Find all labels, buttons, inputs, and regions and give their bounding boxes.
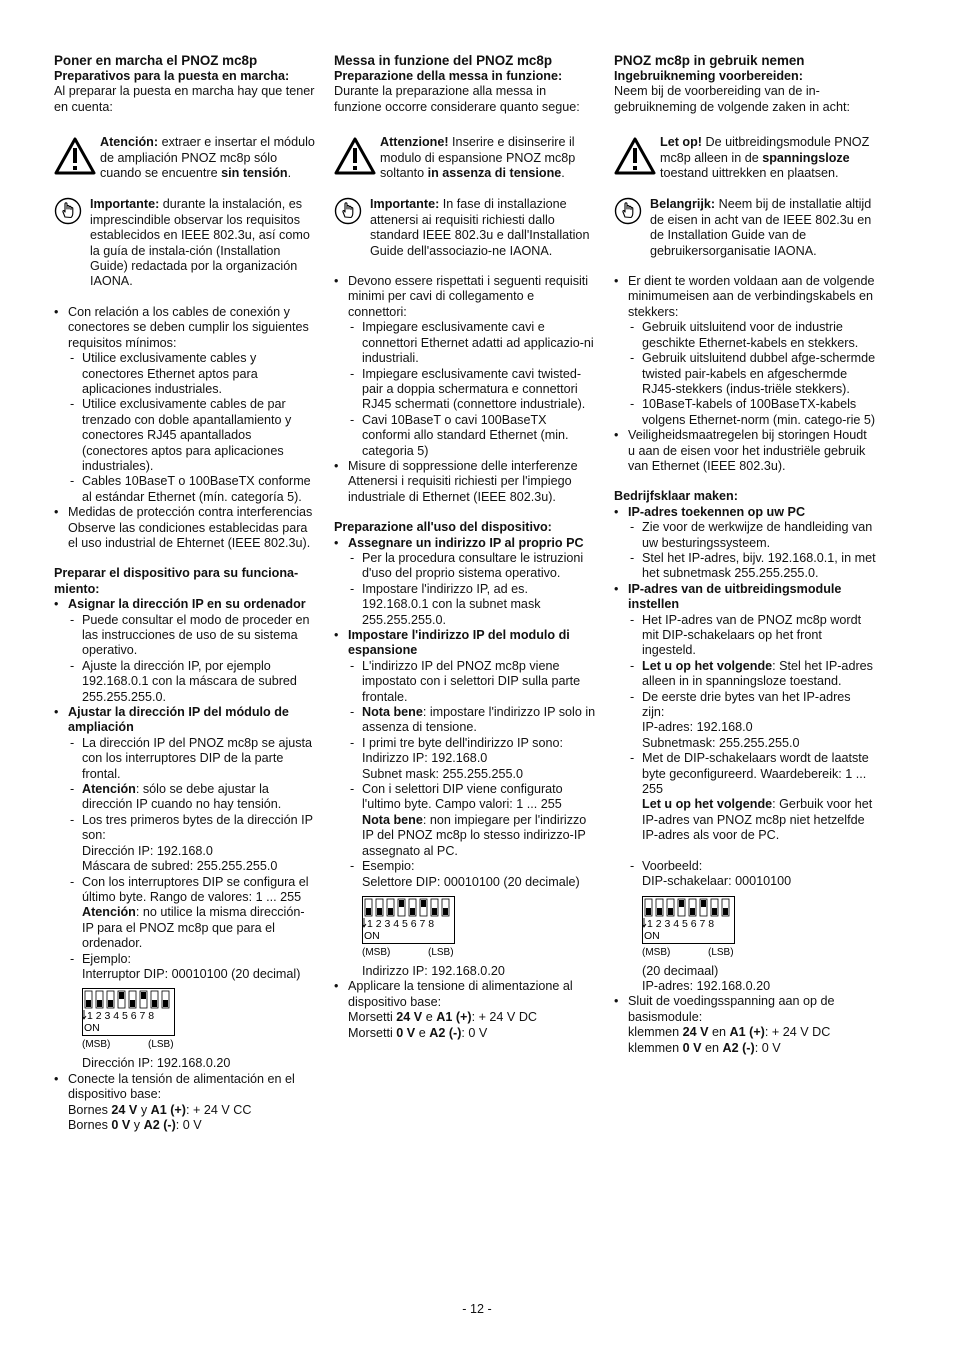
sub-list-item: - Utilice exclusivamente cables y conectores Ethernet aptos para aplicaciones industriales.	[68, 351, 316, 397]
warning-label: Atención:	[100, 135, 159, 150]
dip-switch-knob	[388, 908, 393, 915]
dip-switch-knob	[657, 908, 662, 915]
prep-intro: Al preparar la puesta en marcha hay que tener en cuenta:	[54, 84, 315, 114]
mask-value: Máscara de subred: 255.255.255.0	[82, 859, 278, 874]
dip-switch-svg	[642, 896, 738, 958]
example-ip: Dirección IP: 192.168.0.20	[82, 1056, 231, 1071]
sub-item-text: I primi tre byte dell'indirizzo IP sono:	[362, 735, 563, 750]
sub-list	[348, 659, 596, 980]
list-item-text: Conecte la tensión de alimentación en el dispositivo base:	[68, 1071, 295, 1102]
note-text: : no utilice la misma dirección-IP para el PNOZ mc8p que para el ordenador.	[82, 905, 305, 951]
note-text: : Gerbuik voor het IP-adres van PNOZ mc8p niet hetzelfde IP-adres als voor de PC.	[642, 797, 873, 843]
sub-list-item: - L'indirizzo IP del PNOZ mc8p viene impostato con i selettori DIP sulla parte frontale.	[348, 659, 596, 705]
example-ip: IP-adres: 192.168.0.20	[642, 978, 771, 993]
warning-text	[100, 135, 316, 181]
dip-switch-knob	[668, 908, 673, 915]
sub-item-text: Con los interruptores DIP se configura el último byte. Rango de valores: 1 ... 255	[82, 874, 309, 904]
terminal-text: Morsetti	[348, 1025, 397, 1040]
sub-list-item	[68, 875, 316, 952]
terminal-label: A1 (+)	[150, 1102, 186, 1117]
dip-switch-on-label: ON	[364, 929, 380, 942]
terminal-value: : + 24 V CC	[185, 1102, 252, 1117]
important-body: Neem bij de installatie altijd de eisen in acht van de IEEE 802.3u en de Installation Guide van de gebruikersorganisatie IAONA.	[650, 197, 872, 258]
operation-heading: Preparar el dispositivo para su funciona-miento:	[54, 566, 299, 596]
sub-list-item	[348, 782, 596, 859]
dip-switch-diagram	[82, 988, 316, 1050]
sub-list	[348, 551, 596, 628]
warning-end: toestand uittrekken en plaatsen.	[660, 166, 839, 181]
example-dip: Interruptor DIP: 00010100 (20 decimal)	[82, 966, 301, 981]
terminal-text: Bornes	[68, 1117, 112, 1132]
note-label: Nota bene	[362, 705, 423, 720]
column-dutch	[614, 52, 876, 1056]
warning-label: Let op!	[660, 135, 702, 150]
sub-list	[68, 613, 316, 705]
sub-list-item: - Impostare l'indirizzo IP, ad es. 192.168.0.1 con la subnet mask 255.255.255.0.	[348, 582, 596, 628]
warning-label: Attenzione!	[380, 135, 449, 150]
example-dip: DIP-schakelaar: 00010100	[642, 874, 792, 889]
sub-list-item	[628, 659, 876, 690]
warning-notice	[334, 135, 596, 181]
dip-switch-knob	[366, 908, 371, 915]
list-item	[334, 628, 596, 979]
warning-text	[660, 135, 876, 181]
warning-notice	[614, 135, 876, 181]
terminal-label: 24 V	[111, 1102, 138, 1117]
terminal-label: A1 (+)	[729, 1025, 765, 1040]
dip-switch-knob	[152, 1000, 157, 1007]
sub-list	[68, 351, 316, 505]
important-notice	[334, 197, 596, 259]
sub-list-item: - Zie voor de werkwijze de handleiding van uw besturingssysteem.	[628, 520, 876, 551]
list-item	[334, 536, 596, 628]
terminal-value: : 0 V	[461, 1025, 488, 1040]
list-item	[54, 505, 316, 551]
prep-heading: Preparazione della messa in funzione:	[334, 69, 563, 83]
prep-intro: Durante la preparazione alla messa in funzione occorre considerare quanto segue:	[334, 84, 580, 114]
dip-switch-svg	[362, 896, 458, 958]
warning-triangle-icon	[614, 137, 658, 179]
important-body: In fase di installazione attenersi ai requisiti richiesti dallo standard IEEE 802.3u e dall'Installation Guide dell'associazio-ne IAONA.	[370, 197, 590, 258]
dip-switch-knob	[108, 1000, 113, 1007]
list-item	[54, 305, 316, 505]
dip-switch-knob	[432, 908, 437, 915]
terminal-value: : + 24 V DC	[764, 1025, 831, 1040]
warning-end: .	[561, 166, 565, 181]
operation-list	[54, 597, 316, 1133]
example-dip: Selettore DIP: 00010100 (20 decimale)	[362, 874, 580, 889]
terminal-label: A2 (-)	[722, 1040, 755, 1055]
warning-emphasis: in assenza di tensione	[427, 166, 562, 181]
note-label: Let u op het volgende	[642, 658, 773, 673]
dip-switch-knob	[679, 900, 684, 907]
important-text	[650, 197, 876, 259]
important-label: Importante:	[370, 197, 440, 212]
list-item-title: Impostare l'indirizzo IP del modulo di espansione	[348, 628, 570, 658]
sub-list-item: - Stel het IP-adres, bijv. 192.168.0.1, in met het subnetmask 255.255.255.0.	[628, 551, 876, 582]
ip-value: Dirección IP: 192.168.0	[82, 843, 213, 858]
list-item-title: IP-adres van de uitbreidingsmodule instellen	[628, 581, 842, 612]
dip-switch-knob	[163, 1000, 168, 1007]
list-item	[614, 994, 876, 1056]
terminal-label: 0 V	[396, 1025, 416, 1040]
note-text: : impostare l'indirizzo IP solo in assenza di tensione.	[362, 705, 596, 735]
dip-switch-knob	[646, 908, 651, 915]
operation-heading: Preparazione all'uso del dispositivo:	[334, 520, 552, 535]
sub-list	[68, 736, 316, 1072]
sub-list-item: - Het IP-adres van de PNOZ mc8p wordt mit DIP-schakelaars op het front ingesteld.	[628, 613, 876, 659]
warning-end: .	[287, 166, 292, 181]
terminal-value: : + 24 V DC	[471, 1010, 538, 1025]
terminal-text: klemmen	[628, 1040, 683, 1055]
dip-switch-knob	[701, 900, 706, 907]
list-item	[54, 1072, 316, 1134]
list-item-text: Medidas de protección contra interferencias	[68, 505, 313, 520]
sub-list	[628, 613, 876, 995]
dip-switch-knob	[443, 908, 448, 915]
dip-switch-knob	[723, 908, 728, 915]
important-label: Belangrijk:	[650, 197, 716, 212]
important-label: Importante:	[90, 197, 160, 212]
prep-heading: Ingebruikneming voorbereiden:	[614, 69, 803, 83]
list-item-title: Ajustar la dirección IP del módulo de ampliación	[68, 705, 289, 735]
prep-heading: Preparativos para la puesta en marcha:	[54, 69, 290, 83]
dip-switch-knob	[690, 908, 695, 915]
list-item-text: Sluit de voedingsspanning aan op de basismodule:	[628, 994, 835, 1024]
dip-switch-knob	[97, 1000, 102, 1007]
dip-switch-knob	[141, 992, 146, 999]
example-label: Voorbeeld:	[642, 858, 703, 873]
list-item-extra: Observe las condiciones establecidas para el uso industrial de Ehternet (IEEE 802.3u).	[68, 520, 311, 550]
terminal-label: A2 (-)	[429, 1025, 462, 1040]
dip-switch-lsb-label: (LSB)	[148, 1039, 174, 1051]
requirements-list	[54, 305, 316, 552]
warning-emphasis: sin tensión	[221, 166, 288, 181]
terminal-label: 0 V	[111, 1117, 131, 1132]
sub-list-item	[68, 952, 316, 1072]
important-notice	[54, 197, 316, 289]
hand-pointer-icon	[334, 197, 364, 229]
section-title: Poner en marcha el PNOZ mc8p	[54, 53, 258, 68]
example-label: Esempio:	[362, 859, 415, 874]
list-item	[334, 274, 596, 459]
operation-list	[334, 536, 596, 1041]
warning-text	[380, 135, 596, 181]
sub-item-text: De eerste drie bytes van het IP-adres zijn:	[642, 689, 851, 720]
dip-switch-msb-label: (MSB)	[642, 946, 671, 958]
warning-body: De uitbreidingsmodule PNOZ mc8p alleen in de	[660, 135, 870, 165]
column-italian	[334, 52, 596, 1041]
sub-list-item	[68, 782, 316, 813]
sub-list	[348, 320, 596, 459]
sub-item-text: Con i selettori DIP viene configurato l'ultimo byte. Campo valori: 1 ... 255	[362, 782, 563, 812]
terminal-text: e	[415, 1025, 430, 1040]
sub-list-item	[348, 705, 596, 736]
operation-heading: Bedrijfsklaar maken:	[614, 489, 738, 504]
dip-switch-lsb-label: (LSB)	[708, 946, 734, 958]
sub-list-item	[68, 813, 316, 875]
sub-list-item: - 10BaseT-kabels of 100BaseTX-kabels volgens Ethernet-norm (min. catego-rie 5)	[628, 397, 876, 428]
terminal-text: Morsetti	[348, 1010, 397, 1025]
list-item-title: Asignar la dirección IP en su ordenador	[68, 597, 306, 612]
list-item-title: Assegnare un indirizzo IP al proprio PC	[348, 535, 584, 550]
sub-list-item: - Cavi 10BaseT o cavi 100BaseTX conformi allo standard Ethernet (min. categoria 5)	[348, 413, 596, 459]
mask-value: Subnetmask: 255.255.255.0	[642, 735, 800, 750]
sub-list-item	[628, 751, 876, 843]
dip-switch-knob	[712, 908, 717, 915]
prep-intro: Neem bij de voorbereiding van de in-gebruikneming de volgende zaken in acht:	[614, 84, 850, 114]
list-item-title: IP-adres toekennen op uw PC	[628, 504, 806, 519]
hand-pointer-icon	[54, 197, 84, 229]
ip-value: Indirizzo IP: 192.168.0	[362, 751, 488, 766]
sub-list-item: - Cables 10BaseT o 100BaseTX conforme al estándar Ethernet (mín. categoría 5).	[68, 474, 316, 505]
list-item	[614, 582, 876, 995]
sub-list	[628, 520, 876, 582]
terminal-label: 24 V	[682, 1025, 709, 1040]
warning-body: extraer e insertar el módulo de ampliación PNOZ mc8p sólo cuando se encuentre	[100, 135, 315, 181]
sub-list-item: - Utilice exclusivamente cables de par trenzado con doble apantallamiento y conectores RJ45 apantallados (conectores aptos para aplicaciones industriales).	[68, 397, 316, 474]
list-item	[334, 979, 596, 1041]
sub-list-item	[628, 859, 876, 995]
list-item-text: Applicare la tensione di alimentazione al dispositivo base:	[348, 979, 573, 1009]
dip-switch-numbers: 1 2 3 4 5 6 7 8	[87, 1010, 155, 1023]
sub-list-item	[628, 690, 876, 752]
important-body: durante la instalación, es imprescindible observar los requisitos establecidos en IEEE 802.3u, así como la guía de instala-ción (Installation Guide) redactada por la organización IAONA.	[90, 197, 310, 289]
important-notice	[614, 197, 876, 259]
note-text: : Stel het IP-adres alleen in in spanningsloze toestand.	[642, 658, 873, 689]
dip-switch-knob	[119, 992, 124, 999]
terminal-label: A1 (+)	[436, 1010, 472, 1025]
example-label: Ejemplo:	[82, 951, 131, 966]
list-item: • Misure di soppressione delle interferenze Attenersi i requisiti richiesti per l'impiego industriale di Ethernet (IEEE 802.3u).	[334, 459, 596, 505]
dip-switch-diagram	[642, 896, 876, 958]
warning-notice	[54, 135, 316, 181]
mask-value: Subnet mask: 255.255.255.0	[362, 766, 524, 781]
terminal-value: : 0 V	[175, 1117, 202, 1132]
hand-pointer-icon	[614, 197, 644, 229]
ip-value: IP-adres: 192.168.0	[642, 720, 753, 735]
sub-item-text: Met de DIP-schakelaars wordt de laatste byte geconfigureerd. Waardebereik: 1 ... 255	[642, 751, 869, 797]
terminal-label: 0 V	[682, 1040, 702, 1055]
terminal-text: e	[422, 1010, 437, 1025]
dip-switch-on-label: ON	[644, 929, 660, 942]
terminal-text: klemmen	[628, 1025, 683, 1040]
terminal-text: en	[701, 1040, 723, 1055]
example-decimal: (20 decimaal)	[642, 963, 719, 978]
section-title: PNOZ mc8p in gebruik nemen	[614, 53, 805, 68]
warning-triangle-icon	[54, 137, 98, 179]
dip-switch-knob	[410, 908, 415, 915]
list-item	[614, 505, 876, 582]
sub-list-item	[348, 859, 596, 979]
terminal-text: y	[130, 1117, 144, 1132]
terminal-label: 24 V	[396, 1010, 423, 1025]
requirements-list	[334, 274, 596, 505]
note-text: : sólo se debe ajustar la dirección IP cuando no hay tensión.	[82, 782, 282, 812]
section-title: Messa in funzione del PNOZ mc8p	[334, 53, 553, 68]
note-label: Nota bene	[362, 812, 423, 827]
warning-body: Inserire e disinserire il modulo di espansione PNOZ mc8p soltanto	[380, 135, 576, 181]
list-item-text: Con relación a los cables de conexión y conectores se deben cumplir los siguientes requisitos mínimos:	[68, 304, 309, 350]
sub-list	[628, 320, 876, 428]
sub-list-item: - Gebruik uitsluitend voor de industrie geschikte Ethernet-kabels en stekkers.	[628, 320, 876, 351]
note-text: : non impiegare per l'indirizzo IP del PNOZ mc8p lo stesso indirizzo-IP assegnato al PC.	[362, 812, 587, 858]
note-label: Atención	[82, 905, 136, 920]
dip-switch-knob	[399, 900, 404, 907]
dip-switch-knob	[377, 908, 382, 915]
sub-list-item: - Impiegare esclusivamente cavi twisted-pair a doppia schermatura e connettori RJ45 schermati (connettore industriale).	[348, 367, 596, 413]
warning-emphasis: spanningsloze	[762, 150, 850, 165]
terminal-value: : 0 V	[754, 1040, 781, 1055]
dip-switch-svg	[82, 988, 178, 1050]
important-text	[370, 197, 596, 259]
terminal-text: y	[137, 1102, 151, 1117]
terminal-label: A2 (-)	[143, 1117, 176, 1132]
dip-switch-msb-label: (MSB)	[362, 946, 391, 958]
warning-triangle-icon	[334, 137, 378, 179]
sub-list-item	[348, 736, 596, 782]
terminal-text: Bornes	[68, 1102, 112, 1117]
sub-list-item: - Puede consultar el modo de proceder en las instrucciones de uso de su sistema operativo.	[68, 613, 316, 659]
list-item	[54, 705, 316, 1072]
note-label: Atención	[82, 782, 136, 797]
sub-list-item: - La dirección IP del PNOZ mc8p se ajusta con los interruptores DIP de la parte frontal.	[68, 736, 316, 782]
requirements-list	[614, 274, 876, 474]
dip-switch-knob	[130, 1000, 135, 1007]
dip-switch-on-label: ON	[84, 1022, 100, 1035]
dip-switch-lsb-label: (LSB)	[428, 946, 454, 958]
sub-list-item: - Gebruik uitsluitend dubbel afge-schermde twisted pair-kabels en afgeschermde RJ45-stekkers (indus-triële stekkers).	[628, 351, 876, 397]
sub-list-item: - Per la procedura consultare le istruzioni d'uso del proprio sistema operativo.	[348, 551, 596, 582]
sub-list-item: - Impiegare esclusivamente cavi e connettori Ethernet adatti ad applicazio-ni industriali.	[348, 320, 596, 366]
dip-switch-numbers: 1 2 3 4 5 6 7 8	[367, 917, 435, 930]
sub-list-item: - Ajuste la dirección IP, por ejemplo 192.168.0.1 con la máscara de subred 255.255.255.0.	[68, 659, 316, 705]
list-item-text: Er dient te worden voldaan aan de volgende minimumeisen aan de verbindingskabels en stekkers:	[628, 274, 875, 319]
example-ip: Indirizzo IP: 192.168.0.20	[362, 963, 505, 978]
list-item-text: Devono essere rispettati i seguenti requisiti minimi per cavi di collegamento e connettori:	[348, 274, 589, 319]
dip-switch-diagram	[362, 896, 596, 958]
list-item	[54, 597, 316, 705]
column-spanish	[54, 52, 316, 1133]
operation-list	[614, 505, 876, 1056]
dip-switch-knob	[421, 900, 426, 907]
list-item	[614, 274, 876, 428]
note-label: Let u op het volgende	[642, 797, 773, 812]
dip-switch-numbers: 1 2 3 4 5 6 7 8	[647, 917, 715, 930]
terminal-text: en	[708, 1025, 730, 1040]
important-text	[90, 197, 316, 289]
sub-item-text: Los tres primeros bytes de la dirección IP son:	[82, 812, 313, 843]
page-number: - 12 -	[462, 1302, 492, 1316]
list-item: • Veiligheidsmaatregelen bij storingen Houdt u aan de eisen voor het industriële gebruik van Ethernet (IEEE 802.3u).	[614, 428, 876, 474]
dip-switch-knob	[86, 1000, 91, 1007]
dip-switch-msb-label: (MSB)	[82, 1039, 111, 1051]
